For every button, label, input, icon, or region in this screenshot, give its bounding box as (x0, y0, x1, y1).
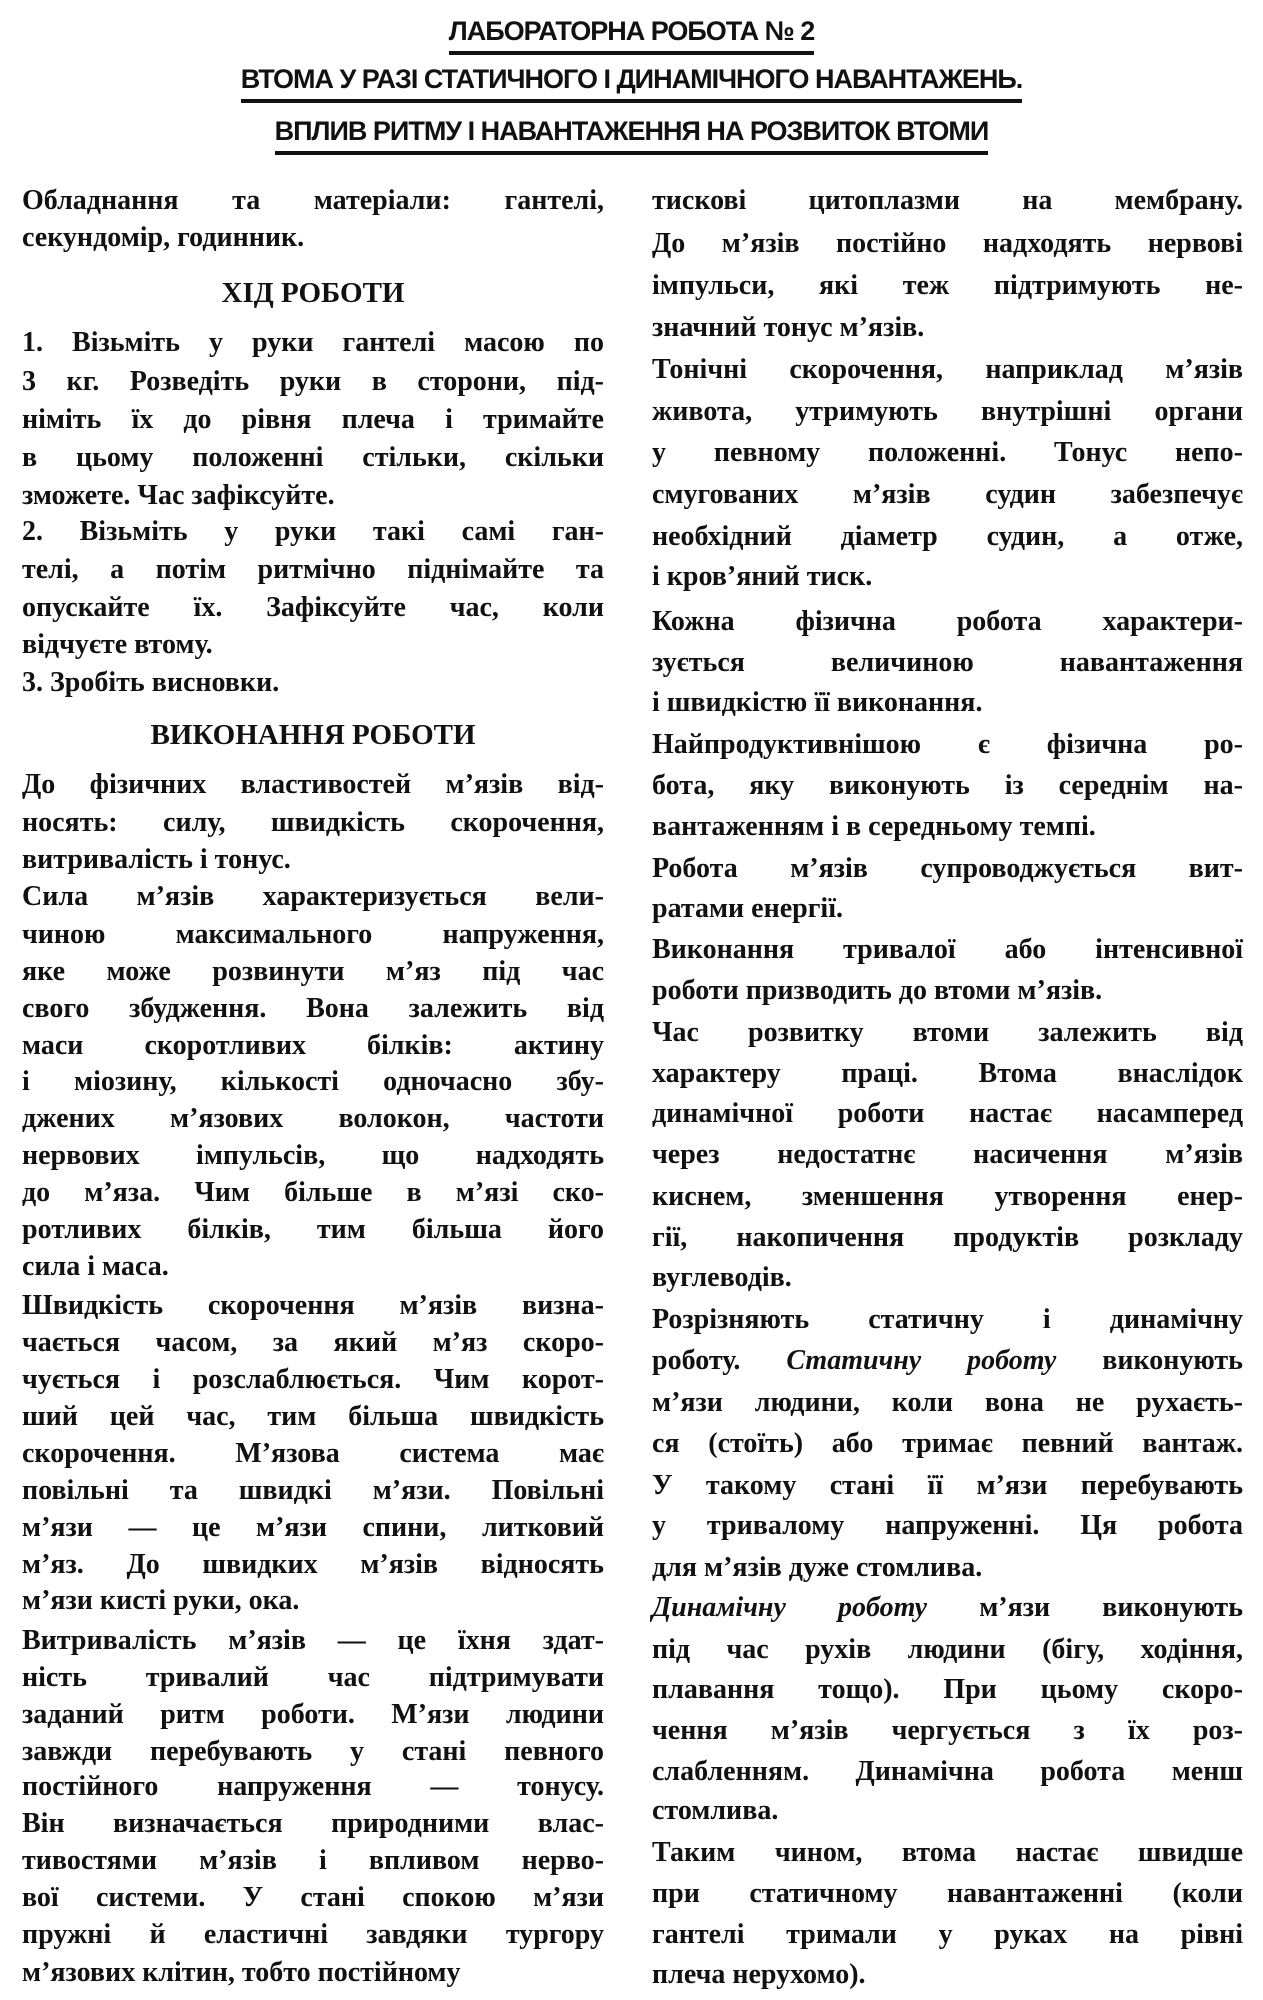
text-line: тискові цитоплазми на мембрану. (652, 185, 1243, 216)
text-line: роботи призводить до втоми м’язів. (652, 975, 1103, 1006)
text-line (652, 1344, 1243, 1378)
text-line: Час розвитку втоми залежить від (652, 1017, 1243, 1048)
text-line: повільні та швидкі м’язи. Повільні (22, 1475, 604, 1506)
topic-title-2 (0, 114, 1263, 155)
text-line: м’яз. До швидких м’язів відносять (22, 1549, 604, 1580)
lab-title-text: ЛАБОРАТОРНА РОБОТА № 2 (449, 14, 814, 55)
text-line: носять: силу, швидкість скорочення, (22, 807, 604, 838)
text-line: під час рухів людини (бігу, ходіння, (652, 1634, 1243, 1665)
text-line: витривалість і тонус. (22, 844, 291, 875)
lab-title (0, 14, 1263, 55)
text-line: плавання тощо). При цьому скоро- (652, 1674, 1243, 1705)
text-line: опускайте їх. Зафіксуйте час, коли (22, 592, 604, 623)
text-line: пружні й еластичні завдяки тургору (22, 1919, 604, 1950)
text-line: ший цей час, тим більша швидкість (22, 1401, 604, 1432)
text-line: До м’язів постійно надходять нервові (652, 228, 1243, 259)
text-line: свого збудження. Вона залежить від (22, 993, 604, 1024)
text-line: характеру праці. Втома внаслідок (652, 1058, 1243, 1089)
text-line: значний тонус м’язів. (652, 312, 925, 343)
text-line: через недостатнє насичення м’язів (652, 1139, 1243, 1170)
text-line: телі, а потім ритмічно піднімайте та (22, 554, 604, 585)
text-line: смугованих м’язів судин забезпечує (652, 479, 1243, 510)
text-line: Розрізняють статичну і динамічну (652, 1304, 1243, 1335)
text-line: Він визначається природними влас- (22, 1808, 604, 1839)
text-line: ся (стоїть) або тримає певний вантаж. (652, 1428, 1243, 1459)
topic-title-1-text: ВТОМА У РАЗІ СТАТИЧНОГО І ДИНАМІЧНОГО НАВАНТАЖЕНЬ. (241, 62, 1023, 103)
text-line: вуглеводів. (652, 1262, 792, 1293)
text-line: динамічної роботи настає насамперед (652, 1098, 1243, 1129)
text-line: вантаженням і в середньому темпі. (652, 811, 1096, 842)
section-heading: ХІД РОБОТИ (221, 277, 405, 309)
text-line: завжди перебувають у стані певного (22, 1736, 604, 1767)
text-line: Кожна фізична робота характери- (652, 606, 1243, 637)
text-line: ротливих білків, тим більша його (22, 1214, 604, 1245)
text-line: чення м’язів чергується з їх роз- (652, 1715, 1243, 1746)
text-line: і швидкістю її виконання. (652, 687, 983, 718)
text-segment: виконують (1056, 1345, 1243, 1376)
text-line: м’язових клітин, тобто постійному (22, 1957, 461, 1988)
text-line: киснем, зменшення утворення енер- (652, 1181, 1243, 1212)
text-line: 2. Візьміть у руки такі самі ган- (22, 516, 604, 547)
topic-title-1 (0, 62, 1263, 103)
italic-term: Статичну роботу (786, 1345, 1057, 1376)
text-line: відчуєте втому. (22, 629, 213, 660)
text-line: зможете. Час зафіксуйте. (22, 480, 335, 511)
text-line: в цьому положенні стільки, скільки (22, 442, 604, 473)
text-line: Таким чином, втома настає швидше (652, 1837, 1243, 1868)
text-line: при статичному навантаженні (коли (652, 1878, 1243, 1909)
text-line: чується і розслаблюється. Чим корот- (22, 1364, 604, 1395)
text-line: слабленням. Динамічна робота менш (652, 1756, 1243, 1787)
text-line: м’язи — це м’язи спини, литковий (22, 1512, 604, 1543)
text-line: бота, яку виконують із середнім на- (652, 770, 1243, 801)
text-line: у тривалому напруженні. Ця робота (652, 1510, 1243, 1541)
text-line: Робота м’язів супроводжується вит- (652, 853, 1243, 884)
text-line: і міозину, кількості одночасно збу- (22, 1066, 604, 1097)
text-line: Витривалість м’язів — це їхня здат- (22, 1625, 604, 1656)
text-line: необхідний діаметр судин, а отже, (652, 521, 1243, 552)
text-line: живота, утримують внутрішні органи (652, 396, 1243, 427)
text-line: м’язи людини, коли вона не рухаєть- (652, 1387, 1243, 1418)
text-line: вої системи. У стані спокою м’язи (22, 1882, 604, 1913)
text-line: яке може розвинути м’яз під час (22, 956, 604, 987)
text-line: нервових імпульсів, що надходять (22, 1140, 604, 1171)
text-line: 3 кг. Розведіть руки в сторони, під- (22, 366, 604, 397)
text-line: ратами енергії. (652, 893, 843, 924)
text-line: секундомір, годинник. (22, 222, 305, 253)
text-line: постійного напруження — тонусу. (22, 1771, 604, 1802)
text-line: Найпродуктивнішою є фізична ро- (652, 729, 1243, 760)
text-line: Тонічні скорочення, наприклад м’язів (652, 354, 1243, 385)
text-line: зується величиною навантаження (652, 647, 1243, 678)
text-line: для м’язів дуже стомлива. (652, 1552, 983, 1583)
text-line: у певному положенні. Тонус непо- (652, 437, 1243, 468)
text-line: заданий ритм роботи. М’язи людини (22, 1699, 604, 1730)
text-line: чиною максимального напруження, (22, 919, 604, 950)
text-line: Швидкість скорочення м’язів визна- (22, 1290, 604, 1321)
text-line: джених м’язових волокон, частоти (22, 1103, 604, 1134)
text-line: до м’яза. Чим більше в м’язі ско- (22, 1177, 604, 1208)
text-line: гантелі тримали у руках на рівні (652, 1919, 1243, 1950)
topic-title-2-text: ВПЛИВ РИТМУ І НАВАНТАЖЕННЯ НА РОЗВИТОК ВТОМИ (275, 114, 989, 155)
section-heading: ВИКОНАННЯ РОБОТИ (150, 719, 476, 751)
text-line: Обладнання та матеріали: гантелі, (22, 185, 604, 216)
text-line (652, 1591, 1243, 1625)
text-line: маси скоротливих білків: актину (22, 1030, 604, 1061)
text-line: До фізичних властивостей м’язів від- (22, 769, 604, 800)
text-line: чається часом, за який м’яз скоро- (22, 1327, 604, 1358)
text-line: гії, накопичення продуктів розкладу (652, 1222, 1243, 1253)
text-line: тивостями м’язів і впливом нерво- (22, 1845, 604, 1876)
text-segment: роботу. (652, 1345, 787, 1376)
text-line: і кров’яний тиск. (652, 561, 873, 592)
text-line: стомлива. (652, 1795, 779, 1826)
text-line: 1. Візьміть у руки гантелі масою по (22, 327, 604, 358)
text-line: плеча нерухомо). (652, 1959, 866, 1990)
text-line: 3. Зробіть висновки. (22, 667, 280, 698)
text-segment: м’язи виконують (927, 1592, 1243, 1623)
text-line: Сила м’язів характеризується вели- (22, 881, 604, 912)
text-line: імпульси, які теж підтримують не- (652, 270, 1243, 301)
text-line: скорочення. М’язова система має (22, 1438, 604, 1469)
text-line: сила і маса. (22, 1251, 169, 1282)
italic-term: Динамічну роботу (652, 1592, 928, 1623)
text-line: німіть їх до рівня плеча і тримайте (22, 404, 604, 435)
text-line: У такому стані її м’язи перебувають (652, 1470, 1243, 1501)
text-line: м’язи кисті руки, ока. (22, 1585, 300, 1616)
text-line: Виконання тривалої або інтенсивної (652, 934, 1243, 965)
text-line: ність тривалий час підтримувати (22, 1662, 604, 1693)
